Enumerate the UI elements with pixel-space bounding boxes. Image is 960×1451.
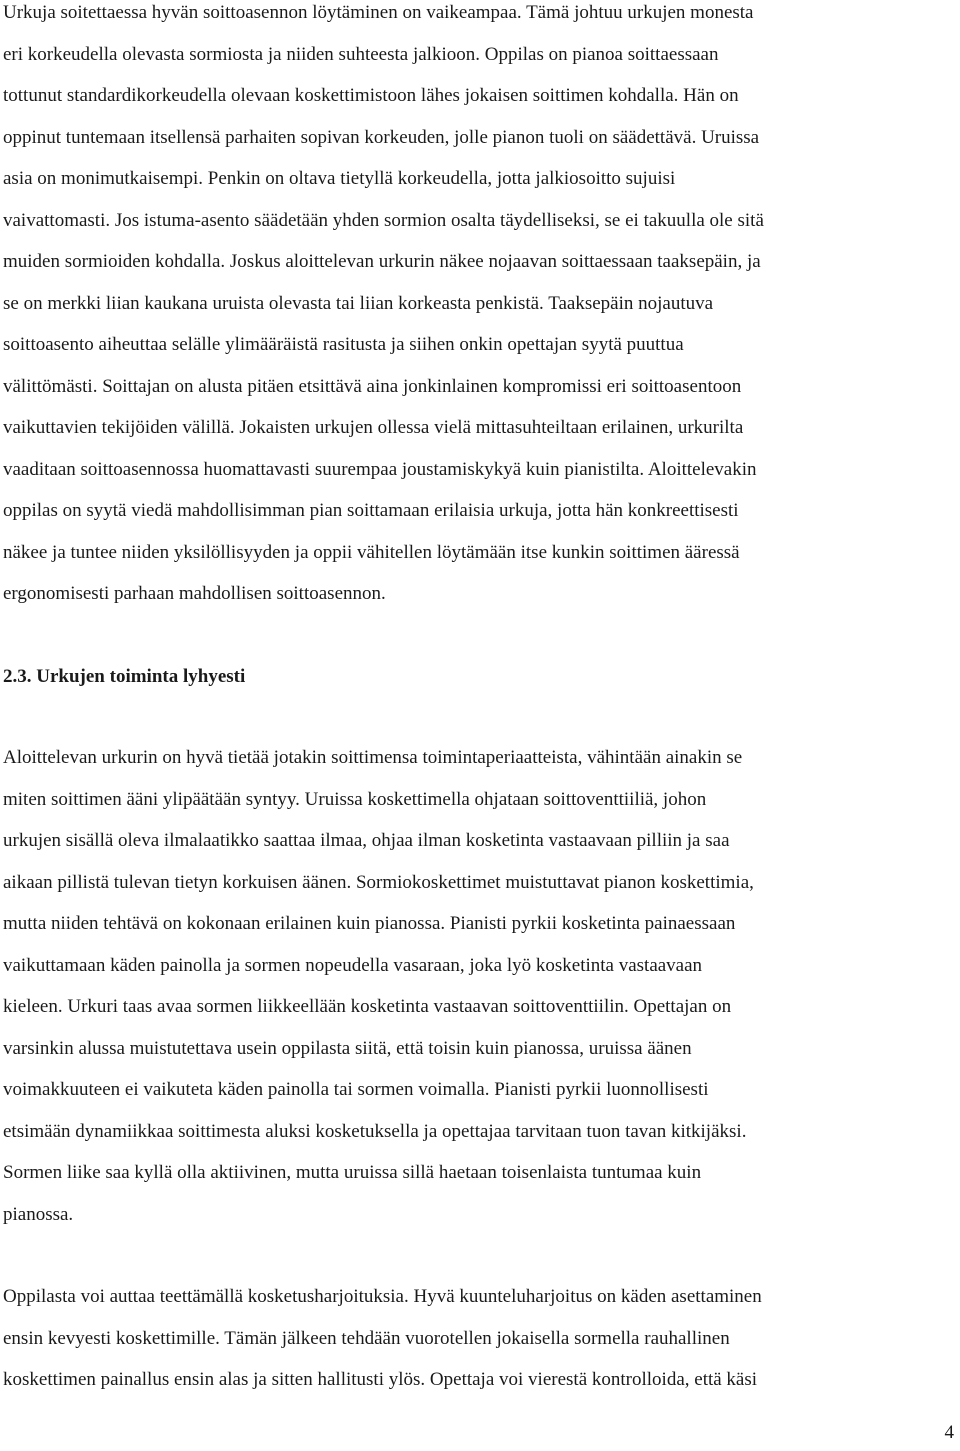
paragraph-organ-posture [3,0,955,615]
text-line: asia on monimutkaisempi. Penkin on oltava tietyllä korkeudella, jotta jalkiosoitto sujuisi [3,168,676,189]
text-line: vaaditaan soittoasennossa huomattavasti suurempaa joustamiskykyä kuin pianistilta. Aloittelevakin [3,458,757,480]
paragraph-touch-exercises [3,1276,955,1401]
text-line: Oppilasta voi auttaa teettämällä kosketusharjoituksia. Hyvä kuunteluharjoitus on käden asettaminen [3,1286,762,1307]
text-line: ensin kevyesti koskettimille. Tämän jälkeen tehdään vuorotellen jokaisella sormella rauhallinen [3,1327,730,1349]
text-line: pianossa. [3,1203,74,1225]
text-line: koskettimen painallus ensin alas ja sitten hallitusti ylös. Opettaja voi vierestä kontrolloida, että käsi [3,1369,758,1390]
text-line: vaikuttamaan käden painolla ja sormen nopeudella vasaraan, joka lyö kosketinta vastaavaan [3,954,703,976]
text-line: varsinkin alussa muistutettava usein oppilasta siitä, että toisin kuin pianossa, uruissa äänen [3,1037,692,1059]
text-line: muiden sormioiden kohdalla. Joskus aloittelevan urkurin näkee nojaavan soittaessaan taaksepäin, ja [3,251,761,272]
section-heading: 2.3. Urkujen toiminta lyhyesti [3,665,246,687]
text-line: Sormen liike saa kyllä olla aktiivinen, mutta uruissa sillä haetaan toisenlaista tuntumaa kuin [3,1162,702,1183]
text-line: vaivattomasti. Jos istuma-asento säädetään yhden sormion osalta täydelliseksi, se ei takuulla ole sitä [3,209,764,231]
text-line: tottunut standardikorkeudella olevaan koskettimistoon lähes jokaisen soittimen kohdalla. Hän on [3,85,739,106]
text-line: vaikuttavien tekijöiden välillä. Jokaisten urkujen ollessa vielä mittasuhteiltaan erilainen, urkurilta [3,417,744,438]
document-page [3,0,955,1401]
text-line: Aloittelevan urkurin on hyvä tietää jotakin soittimensa toimintaperiaatteista, vähintään ainakin se [3,747,743,768]
text-line: mutta niiden tehtävä on kokonaan erilainen kuin pianossa. Pianisti pyrkii kosketinta painaessaan [3,913,736,934]
text-line: oppinut tuntemaan itsellensä parhaiten sopivan korkeuden, jolle pianon tuoli on säädettävä. Uruissa [3,126,760,148]
text-line: kieleen. Urkuri taas avaa sormen liikkeellään kosketinta vastaavan soittoventtiilin. Opettajan on [3,996,732,1017]
text-line: välittömästi. Soittajan on alusta pitäen etsittävä aina jonkinlainen kompromissi eri soittoasentoon [3,375,742,397]
text-line: voimakkuuteen ei vaikuteta käden painolla tai sormen voimalla. Pianisti pyrkii luonnollisesti [3,1079,709,1100]
text-line: se on merkki liian kaukana uruista olevasta tai liian korkeasta penkistä. Taaksepäin nojautuva [3,292,714,314]
text-line: Urkuja soitettaessa hyvän soittoasennon löytäminen on vaikeampaa. Tämä johtuu urkujen monesta [3,2,754,23]
page-number: 4 [944,1422,954,1443]
text-line: ergonomisesti parhaan mahdollisen soittoasennon. [3,583,386,604]
text-line: aikaan pillistä tulevan tietyn korkuisen äänen. Sormiokoskettimet muistuttavat pianon koskettimia, [3,871,754,893]
text-line: eri korkeudella olevasta sormiosta ja niiden suhteesta jalkioon. Oppilas on pianoa soittaessaan [3,43,719,65]
text-line: soittoasento aiheuttaa selälle ylimääräistä rasitusta ja siihen onkin opettajan syytä puuttua [3,334,684,355]
text-line: etsimään dynamiikkaa soittimesta aluksi kosketuksella ja opettajaa tarvitaan tuon tavan kitkijäksi. [3,1120,747,1142]
text-line: miten soittimen ääni ylipäätään syntyy. Uruissa koskettimella ohjataan soittoventtiiliä, johon [3,788,707,810]
text-line: näkee ja tuntee niiden yksilöllisyyden ja oppii vähitellen löytämään itse kunkin soittimen ääressä [3,541,740,563]
text-line: urkujen sisällä oleva ilmalaatikko saattaa ilmaa, ohjaa ilman kosketinta vastaavaan pilliin ja saa [3,830,730,851]
paragraph-organ-function [3,737,955,1235]
text-line: oppilas on syytä viedä mahdollisimman pian soittamaan erilaisia urkuja, jotta hän konkreettisesti [3,500,739,521]
